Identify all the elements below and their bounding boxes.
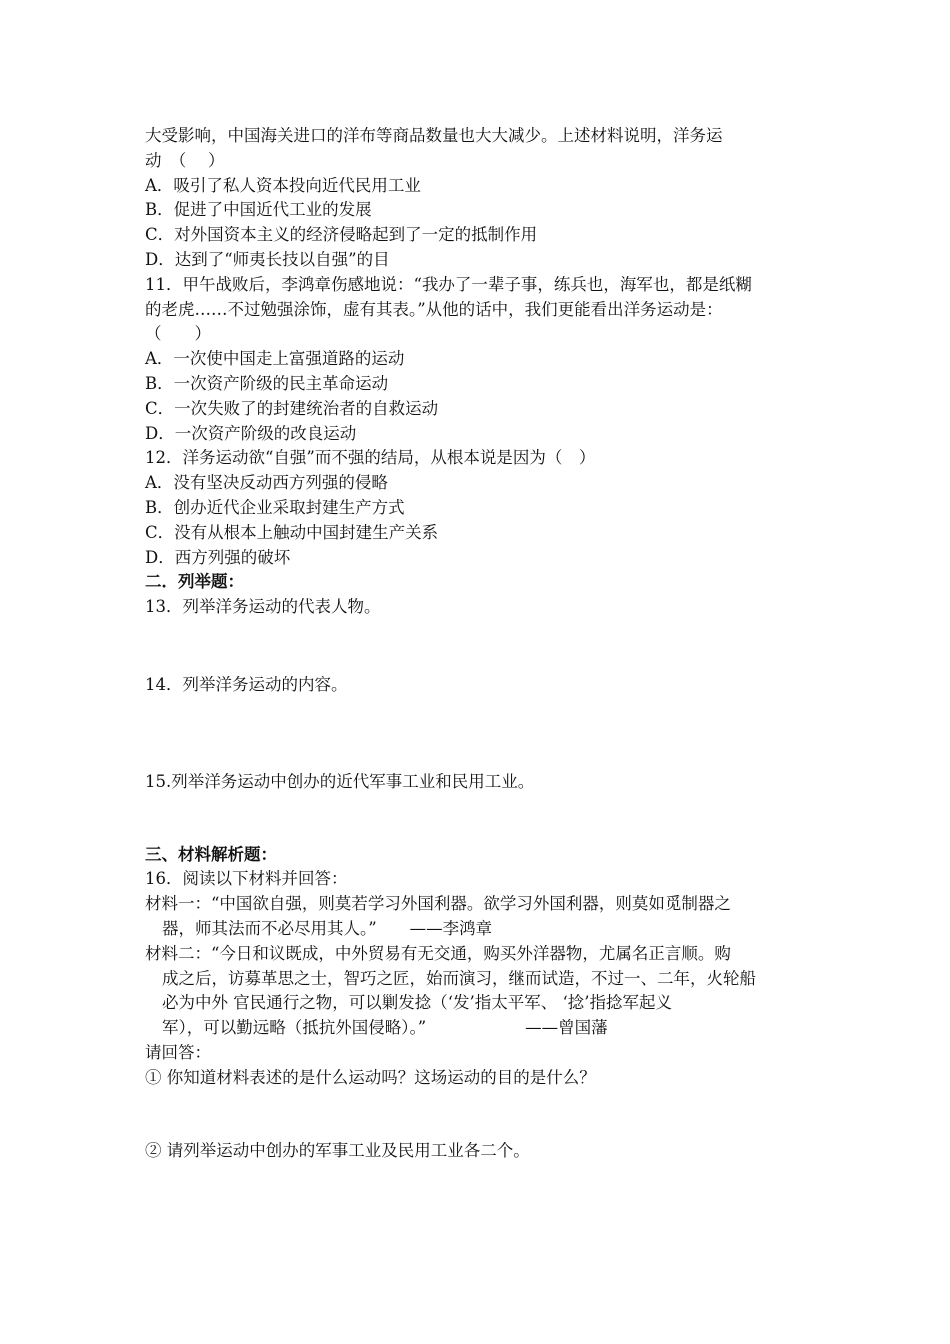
q15-text: 15.列举洋务运动中创办的近代军事工业和民用工业。 xyxy=(145,771,535,791)
q11-text-line-2: 的老虎……不过勉强涂饰，虚有其表。”从他的话中，我们更能看出洋务运动是： xyxy=(145,299,723,319)
q12-option-a: A．没有坚决反动西方列强的侵略 xyxy=(145,473,388,493)
document-page xyxy=(145,124,815,1163)
q11-option-a: A．一次使中国走上富强道路的运动 xyxy=(145,349,405,369)
answer-space xyxy=(145,698,815,770)
q10-option-a: A．吸引了私人资本投向近代民用工业 xyxy=(145,175,421,195)
q10-option-b: B．促进了中国近代工业的发展 xyxy=(145,200,372,220)
material-2-line-2: 成之后，访募革思之士，智巧之匠，始而演习，继而试造，不过一、二年，火轮船 xyxy=(162,968,756,988)
answer-space xyxy=(145,1091,815,1139)
answer-prompt: 请回答： xyxy=(145,1042,211,1062)
q14-text: 14．列举洋务运动的内容。 xyxy=(145,674,348,694)
answer-space xyxy=(145,795,815,843)
q12-option-c: C．没有从根本上触动中国封建生产关系 xyxy=(145,522,439,542)
q10-option-d: D．达到了“师夷长技以自强”的目 xyxy=(145,249,390,269)
q11-option-b: B．一次资产阶级的民主革命运动 xyxy=(145,373,389,393)
q12-text-line-1: 12．洋务运动欲“自强”而不强的结局，从根本说是因为（ ） xyxy=(145,448,596,468)
q11-text-line-3: （ ） xyxy=(145,324,211,344)
sub-question-1: ① 你知道材料表述的是什么运动吗？这场运动的目的是什么？ xyxy=(145,1067,596,1087)
q10-option-c: C．对外国资本主义的经济侵略起到了一定的抵制作用 xyxy=(145,225,538,245)
q12-option-b: B．创办近代企业采取封建生产方式 xyxy=(145,497,405,517)
q11-text-line-1: 11．甲午战败后，李鸿章伤感地说：“我办了一辈子事，练兵也，海军也，都是纸糊 xyxy=(145,274,752,294)
q10-text-line-2: 动 （ ） xyxy=(145,150,225,170)
q16-text: 16．阅读以下材料并回答： xyxy=(145,869,348,889)
q10-text-line-1: 大受影响，中国海关进口的洋布等商品数量也大大减少。上述材料说明，洋务运 xyxy=(145,126,723,145)
q13-text: 13．列举洋务运动的代表人物。 xyxy=(145,597,381,617)
q12-option-d: D．西方列强的破坏 xyxy=(145,547,291,567)
answer-space xyxy=(145,620,815,673)
sub-question-2: ② 请列举运动中创办的军事工业及民用工业各二个。 xyxy=(145,1140,530,1160)
section-2-heading: 二．列举题： xyxy=(145,572,244,592)
q11-option-c: C．一次失败了的封建统治者的自救运动 xyxy=(145,398,439,418)
material-1-line-1: 材料一：“中国欲自强，则莫若学习外国利器。欲学习外国利器，则莫如觅制器之 xyxy=(145,894,731,914)
material-2-line-1: 材料二：“今日和议既成，中外贸易有无交通，购买外洋器物，尤属名正言顺。购 xyxy=(145,943,731,963)
section-3-heading: 三、材料解析题： xyxy=(145,844,277,864)
material-1-line-2: 器，师其法而不必尽用其人。” ——李鸿章 xyxy=(162,918,493,938)
q11-option-d: D．一次资产阶级的改良运动 xyxy=(145,423,357,443)
material-2-line-4: 军），可以勤远略（抵抗外国侵略）。” ——曾国藩 xyxy=(162,1018,608,1038)
material-2-line-3: 必为中外 官民通行之物，可以剿发捻（‘发’指太平军、 ‘捻’指捻军起义 xyxy=(162,993,672,1013)
